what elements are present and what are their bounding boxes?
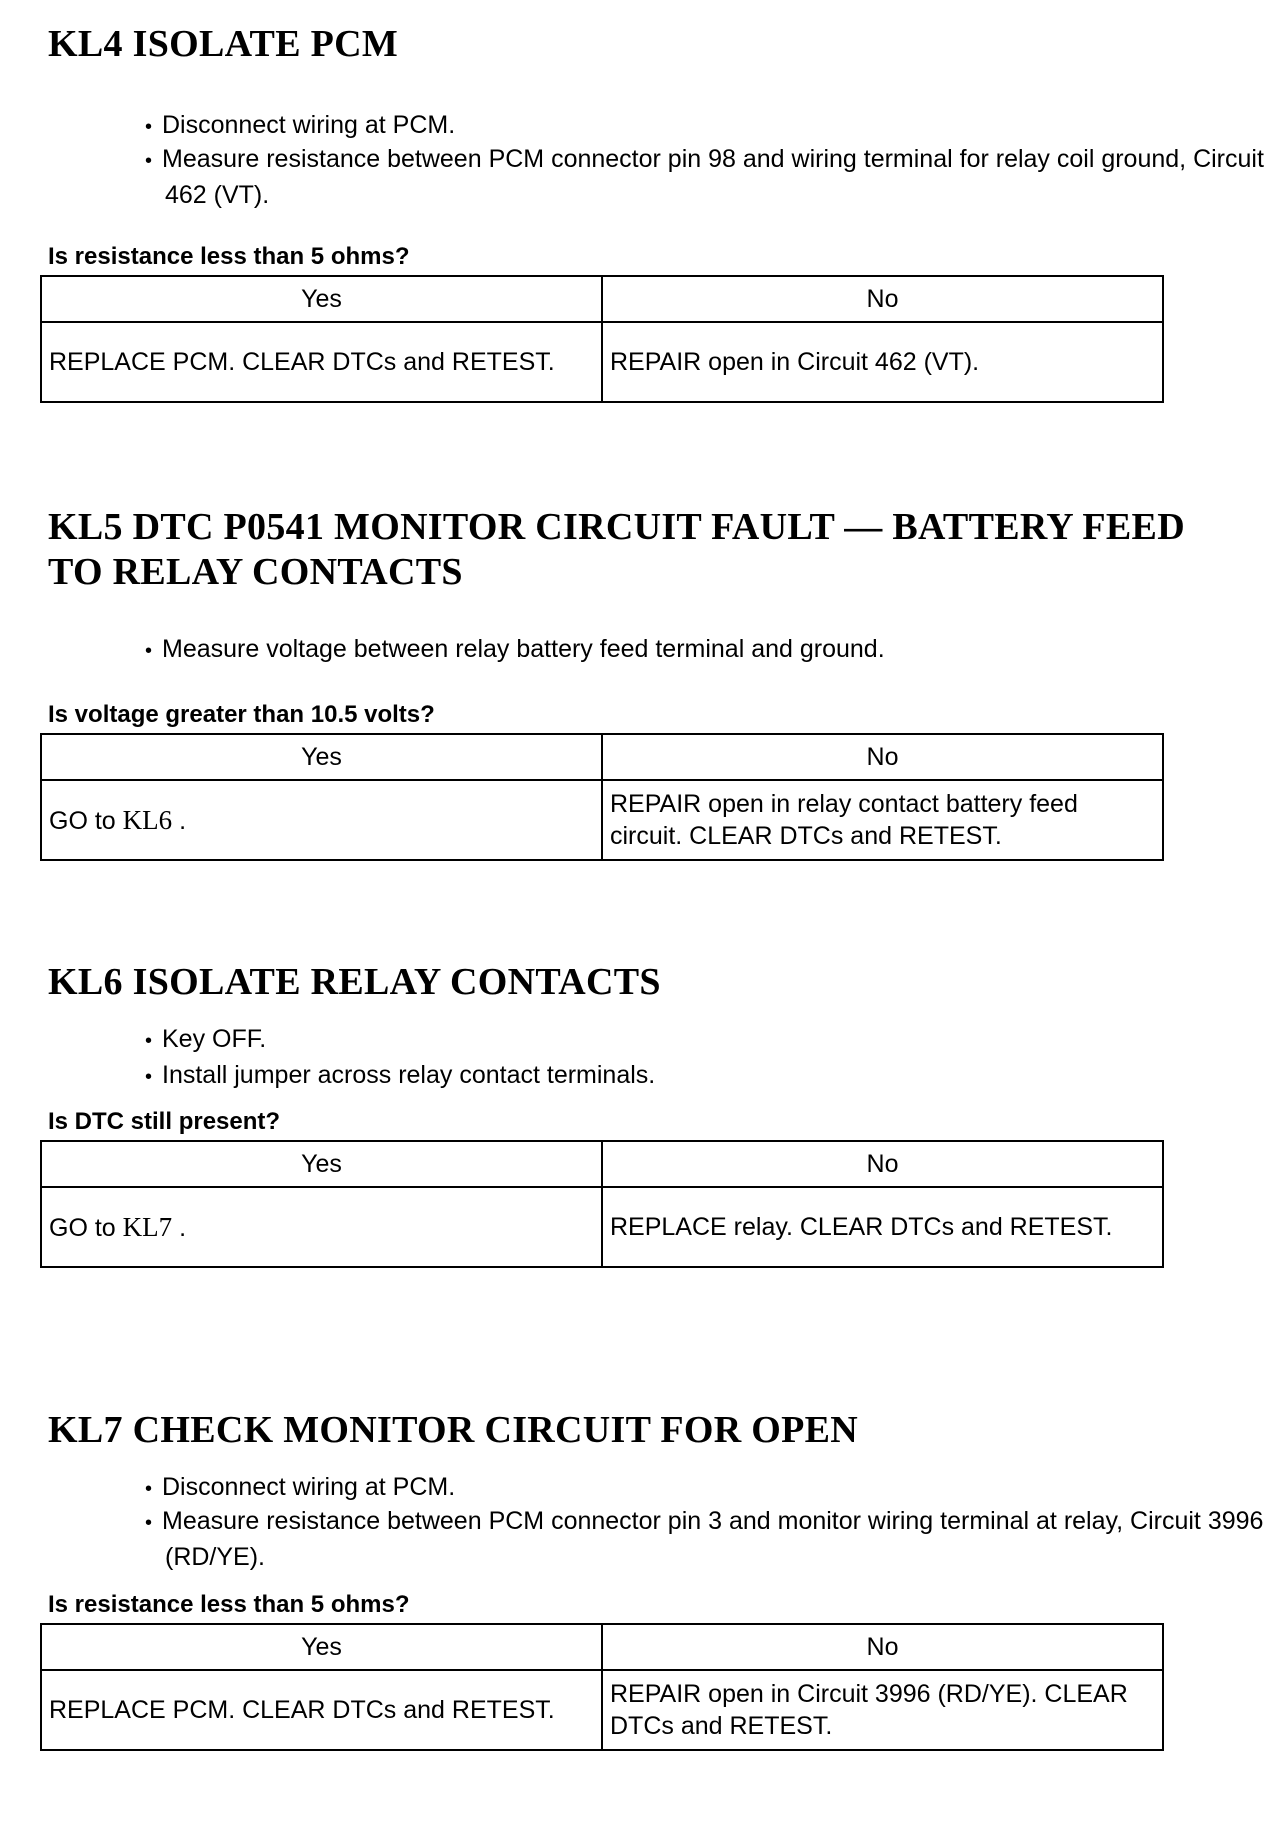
yes-action: GO to KL7 .: [41, 1187, 602, 1267]
bullet-icon: •: [145, 1066, 153, 1088]
yes-no-table: [40, 733, 1164, 861]
no-header: No: [602, 1624, 1163, 1670]
question-text: Is DTC still present?: [48, 1108, 281, 1135]
step-item: • Measure voltage between relay battery feed terminal and ground.: [128, 632, 1264, 668]
yes-header: Yes: [41, 1141, 602, 1187]
bullet-icon: •: [145, 1478, 153, 1500]
yes-action: REPLACE PCM. CLEAR DTCs and RETEST.: [41, 1670, 602, 1750]
section-title: KL6 ISOLATE RELAY CONTACTS: [48, 961, 661, 1003]
step-item: • Key OFF.: [128, 1022, 1264, 1058]
question-text: Is resistance less than 5 ohms?: [48, 1591, 410, 1618]
step-list: [128, 108, 1264, 212]
step-item: • Disconnect wiring at PCM.: [128, 108, 1264, 144]
step-list: [128, 632, 1264, 668]
yes-no-table: [40, 1623, 1164, 1751]
bullet-icon: •: [145, 1030, 153, 1052]
no-action: REPAIR open in Circuit 462 (VT).: [602, 322, 1163, 402]
bullet-icon: •: [145, 150, 153, 172]
no-header: No: [602, 734, 1163, 780]
yes-no-table: [40, 1140, 1164, 1268]
no-action: REPAIR open in relay contact battery feed circuit. CLEAR DTCs and RETEST.: [602, 780, 1163, 860]
step-item: • Measure resistance between PCM connector pin 3 and monitor wiring terminal at relay, Circuit 3996 (RD/YE).: [145, 1507, 1264, 1571]
section-title: KL7 CHECK MONITOR CIRCUIT FOR OPEN: [48, 1409, 859, 1451]
section-kl6: [48, 960, 1228, 1242]
step-link-kl6[interactable]: KL6: [122, 804, 173, 835]
no-action: REPLACE relay. CLEAR DTCs and RETEST.: [602, 1187, 1163, 1267]
question-text: Is resistance less than 5 ohms?: [48, 243, 410, 270]
yes-action: REPLACE PCM. CLEAR DTCs and RETEST.: [41, 322, 602, 402]
no-action: REPAIR open in Circuit 3996 (RD/YE). CLEAR DTCs and RETEST.: [602, 1670, 1163, 1750]
yes-header: Yes: [41, 276, 602, 322]
yes-header: Yes: [41, 1624, 602, 1670]
step-list: [128, 1470, 1264, 1574]
bullet-icon: •: [145, 640, 153, 662]
step-item: • Measure resistance between PCM connector pin 98 and wiring terminal for relay coil ground, Circuit 462 (VT).: [145, 145, 1264, 209]
step-list: [128, 1022, 1264, 1094]
step-item: • Install jumper across relay contact terminals.: [128, 1058, 1264, 1094]
yes-action: GO to KL6 .: [41, 780, 602, 860]
section-kl5: [48, 505, 1228, 850]
section-title: KL4 ISOLATE PCM: [48, 23, 399, 65]
section-kl7: [48, 1408, 1264, 1740]
step-item: • Disconnect wiring at PCM.: [128, 1470, 1264, 1506]
bullet-icon: •: [145, 116, 153, 138]
section-title: KL5 DTC P0541 MONITOR CIRCUIT FAULT — BATTERY FEED TO RELAY CONTACTS: [48, 506, 1185, 593]
section-kl4: [48, 22, 1264, 376]
bullet-icon: •: [145, 1512, 153, 1534]
yes-no-table: [40, 275, 1164, 403]
question-text: Is voltage greater than 10.5 volts?: [48, 701, 435, 728]
no-header: No: [602, 1141, 1163, 1187]
step-link-kl7[interactable]: KL7: [122, 1211, 173, 1242]
yes-header: Yes: [41, 734, 602, 780]
no-header: No: [602, 276, 1163, 322]
